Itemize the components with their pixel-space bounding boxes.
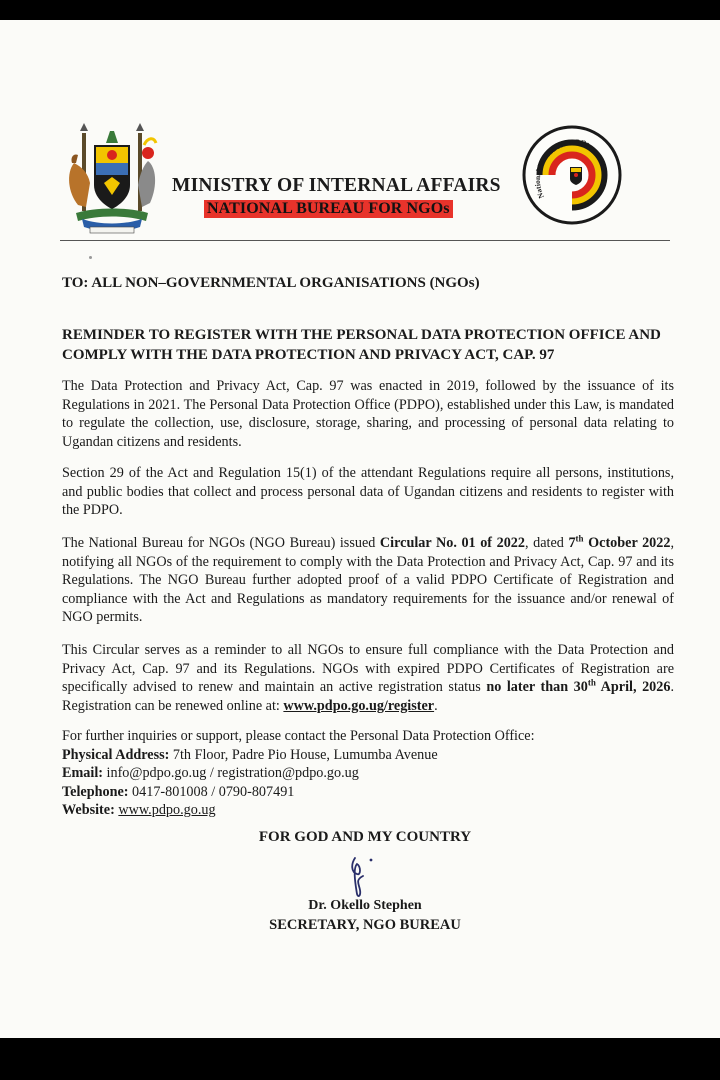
subject-heading: REMINDER TO REGISTER WITH THE PERSONAL DATA PROTECTION OFFICE AND COMPLY WITH THE DATA PROTECTION AND PRIVACY ACT, CAP. 97 [62, 327, 661, 363]
circular-date: 7th October 2022 [568, 533, 671, 551]
signature-mark [341, 850, 391, 900]
contact-website: Website: www.pdpo.go.ug [62, 802, 216, 818]
scan-speck [89, 256, 92, 259]
closing-motto: FOR GOD AND MY COUNTRY [258, 829, 472, 845]
ministry-title: MINISTRY OF INTERNAL AFFAIRS [172, 175, 501, 196]
paragraph-circular: The National Bureau for NGOs (NGO Bureau) issued Circular No. 01 of 2022, dated 7th October 2022, notifying all NGOs of the requirement to comply with the Data Protection and Privacy Act, Cap. 97 and its Regulations. The NGO Bureau further adopted proof of a valid PDPO Certificate of Registration and compliance with the Act and Regulations as mandatory requirements for the issuance and/or renewal of NGO permits. [62, 533, 675, 625]
addressee-line: TO: ALL NON–GOVERNMENTAL ORGANISATIONS (NGOs) [62, 275, 480, 291]
contact-email: Email: info@pdpo.go.ug / registration@pdpo.go.ug [62, 765, 359, 781]
ngo-bureau-logo-icon [520, 123, 624, 227]
uganda-coat-of-arms-icon [60, 123, 164, 237]
signatory-title: SECRETARY, NGO BUREAU [269, 917, 461, 933]
registration-link[interactable]: www.pdpo.go.ug/register [283, 697, 435, 714]
letter-page [0, 20, 720, 1038]
paragraph-reminder: This Circular serves as a reminder to all NGOs to ensure full compliance with the Data Protection and Privacy Act, Cap. 97 and its Regulations. NGOs with expired PDPO Certificates of Registration are specifically advised to renew and maintain an active registration status no later than 30th April, 2026. Registration can be renewed online at: www.pdpo.go.ug/register. [62, 642, 674, 714]
paragraph-act-background: The Data Protection and Privacy Act, Cap. 97 was enacted in 2019, followed by the issuance of its Regulations in 2021. The Personal Data Protection Office (PDPO), established under this Law, is mandated to regulate the collection, use, disclosure, storage, sharing, and processing of personal data relating to Ugandan citizens and residents. [62, 378, 674, 450]
contact-telephone: Telephone: 0417-801008 / 0790-807491 [62, 783, 295, 800]
bureau-banner: NATIONAL BUREAU FOR NGOs [204, 200, 453, 218]
circular-reference: Circular No. 01 of 2022 [379, 535, 525, 551]
paragraph-registration-requirement: Section 29 of the Act and Regulation 15(1) of the attendant Regulations require all persons, institutions, and public bodies that collect and process personal data of Ugandan citizens and residents to register with the PDPO. [62, 465, 674, 518]
header-divider [60, 240, 670, 241]
logo-ring-text: National Bureau for NGOs [532, 137, 591, 200]
contact-intro: For further inquiries or support, please contact the Personal Data Protection Office: [62, 728, 535, 744]
renewal-deadline: no later than 30th April, 2026 [486, 677, 671, 695]
signatory-name: Dr. Okello Stephen [308, 898, 422, 913]
website-link[interactable]: www.pdpo.go.ug [118, 802, 216, 818]
contact-address: Physical Address: 7th Floor, Padre Pio House, Lumumba Avenue [62, 746, 438, 763]
contact-block [62, 727, 674, 820]
